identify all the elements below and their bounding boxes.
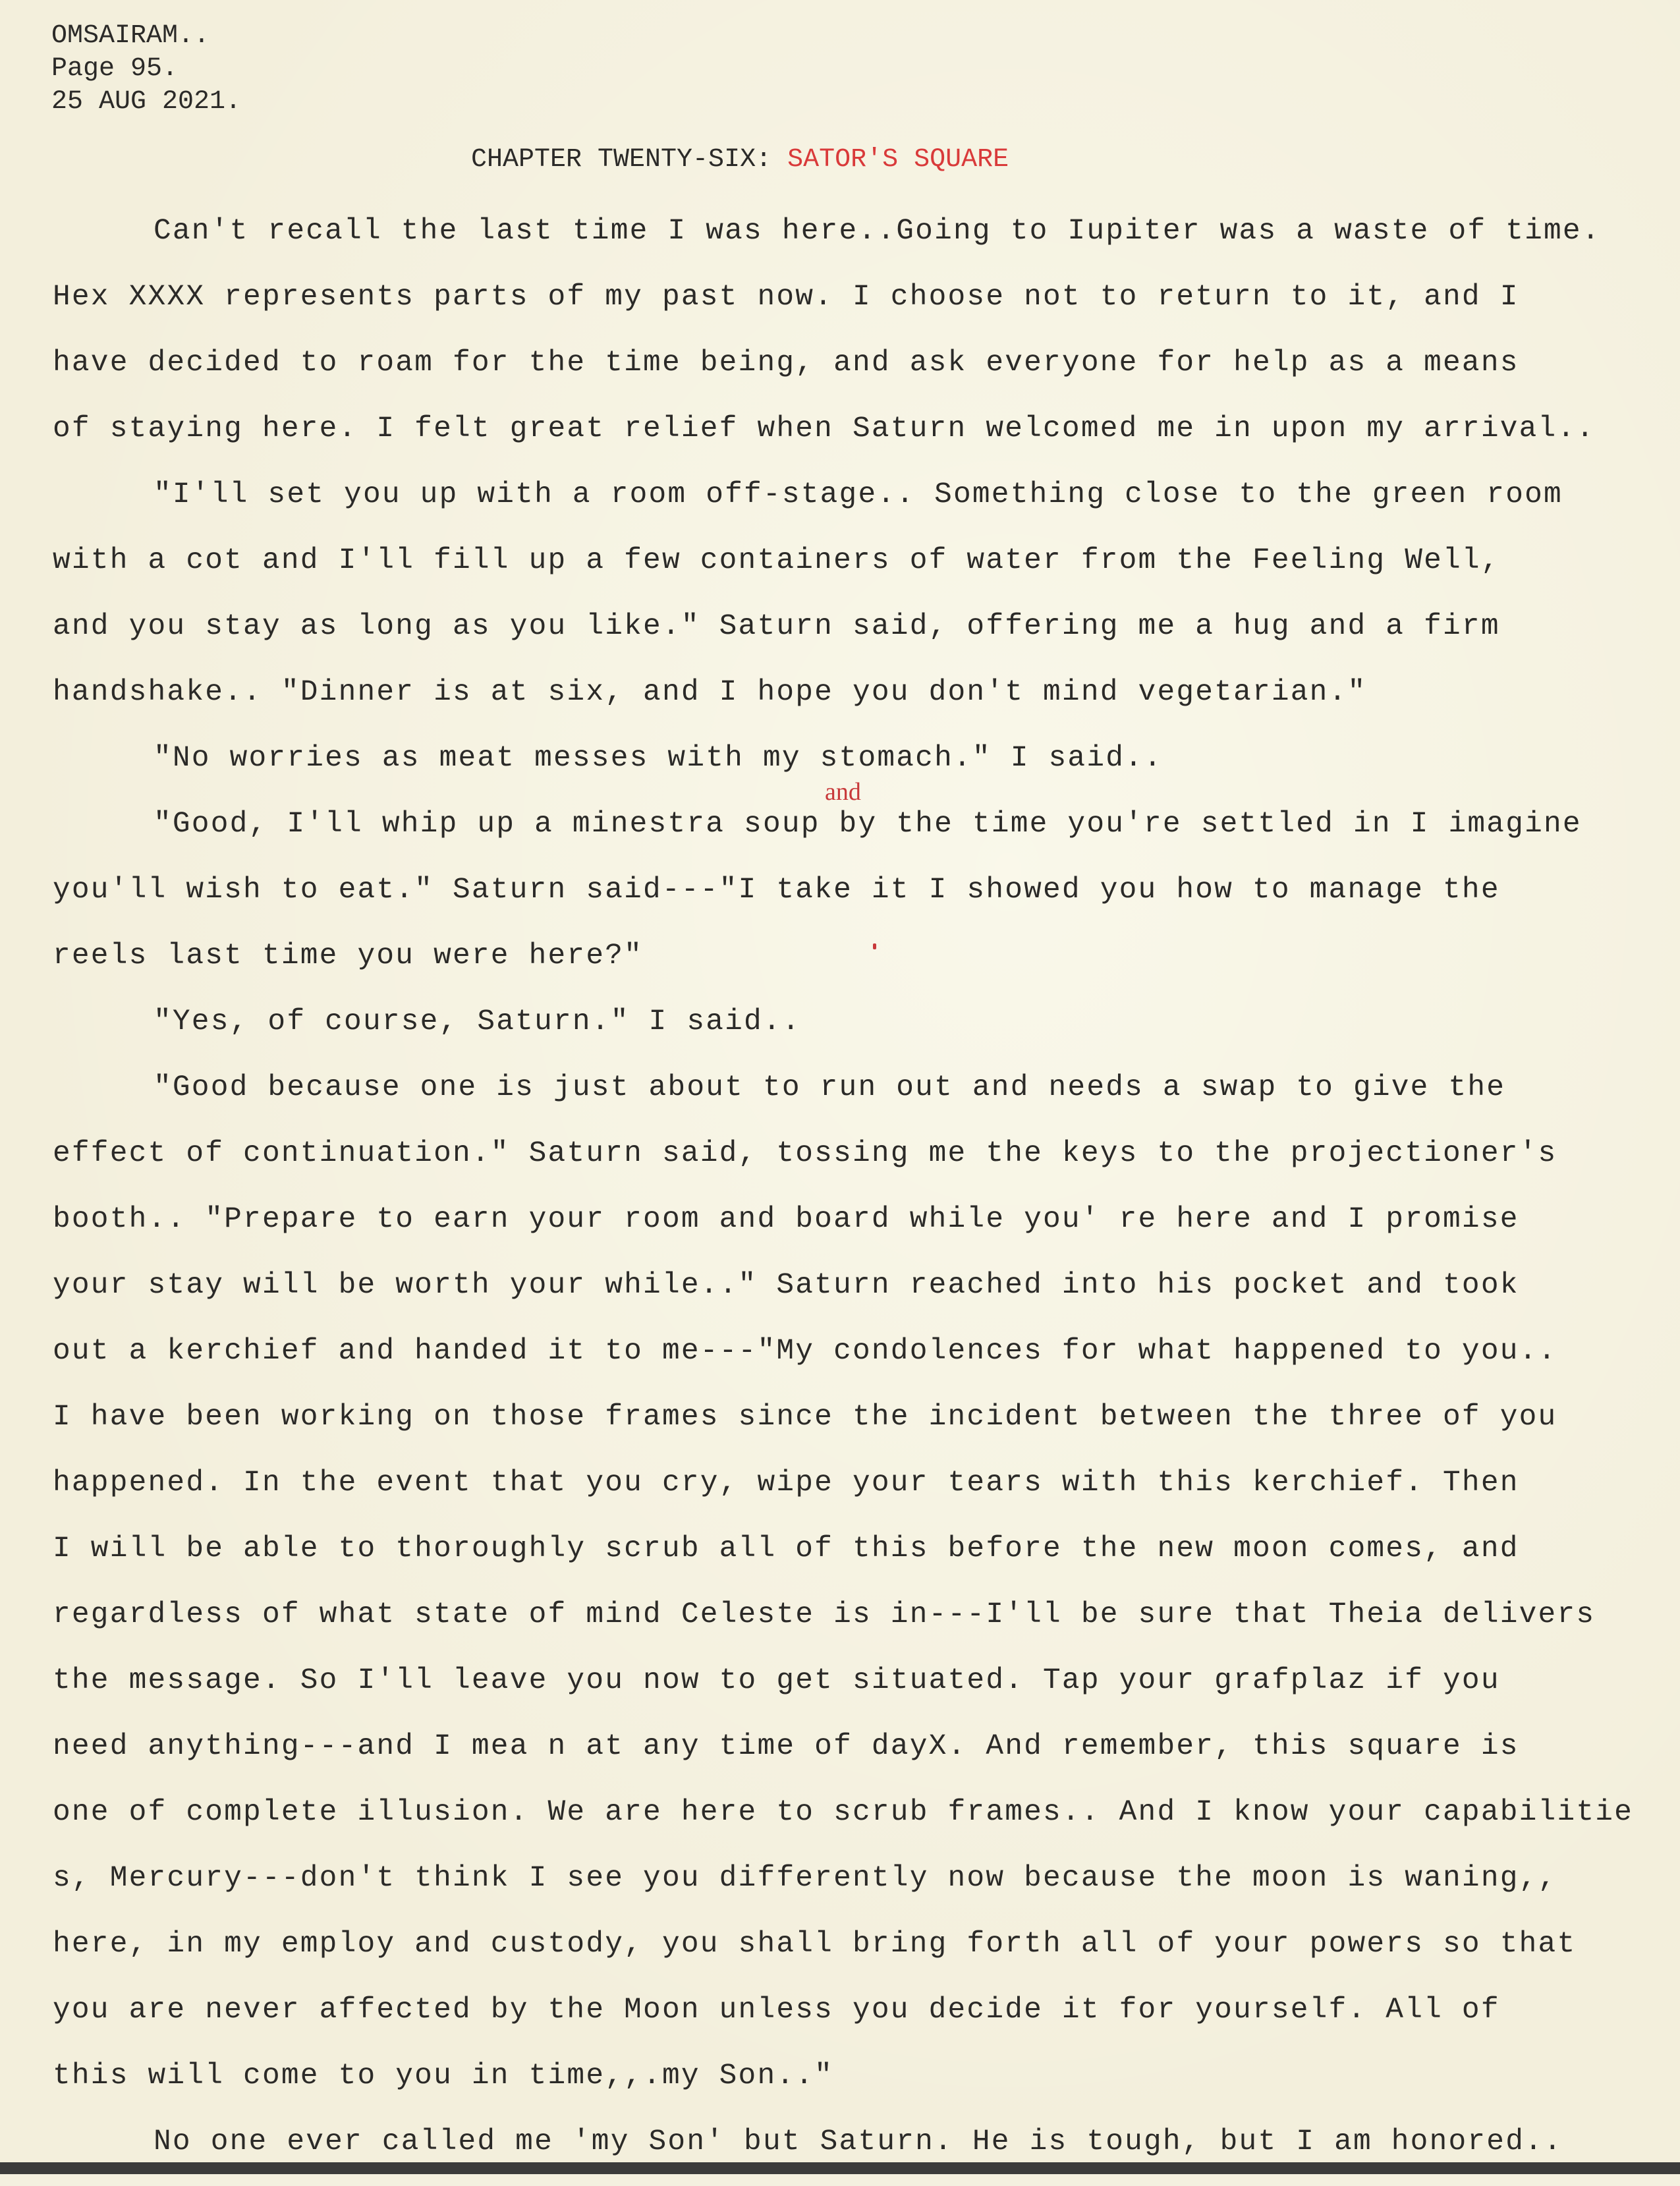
text-line: you'll wish to eat." Saturn said---"I take it I showed you how to manage the [53, 874, 1500, 907]
text-line: s, Mercury---don't think I see you differently now because the moon is waning,, [53, 1862, 1557, 1895]
header-date: 25 AUG 2021. [51, 87, 242, 117]
chapter-prefix: CHAPTER TWENTY-SIX: [471, 145, 772, 175]
handwritten-insertion: and [825, 778, 861, 806]
text-line: Hex XXXX represents parts of my past now. I choose not to return to it, and I [53, 281, 1519, 314]
header-page-number: Page 95. [51, 54, 179, 84]
text-line: No one ever called me 'my Son' but Saturn. He is tough, but I am honored.. [154, 2125, 1563, 2158]
text-line: "I'll set you up with a room off-stage.. Something close to the green room [154, 478, 1563, 511]
text-line: reels last time you were here?" [53, 939, 644, 972]
text-line: "Good, I'll whip up a minestra soup by the time you're settled in I imagine [154, 808, 1582, 841]
text-line: "Yes, of course, Saturn." I said.. [154, 1005, 801, 1038]
text-line: your stay will be worth your while.." Saturn reached into his pocket and took [53, 1269, 1519, 1302]
text-line: happened. In the event that you cry, wipe your tears with this kerchief. Then [53, 1467, 1519, 1499]
page-header [51, 20, 241, 119]
body-text [53, 210, 1647, 2186]
text-line: regardless of what state of mind Celeste is in---I'll be sure that Theia delivers [53, 1598, 1596, 1631]
text-line: effect of continuation." Saturn said, tossing me the keys to the projectioner's [53, 1137, 1557, 1170]
text-line: out a kerchief and handed it to me---"My condolences for what happened to you.. [53, 1335, 1557, 1368]
text-line: one of complete illusion. We are here to scrub frames.. And I know your capabilitie [53, 1796, 1634, 1829]
text-line: here, in my employ and custody, you shall bring forth all of your powers so that [53, 1928, 1577, 1961]
text-line: need anything---and I mea n at any time of dayX. And remember, this square is [53, 1730, 1519, 1763]
chapter-heading [471, 145, 1009, 175]
text-line: "Good because one is just about to run out and needs a swap to give the [154, 1071, 1506, 1104]
scan-bottom-edge [0, 2162, 1680, 2174]
text-line: "No worries as meat messes with my stomach." I said.. [154, 742, 1163, 775]
text-line: the message. So I'll leave you now to get situated. Tap your grafplaz if you [53, 1664, 1500, 1697]
text-line: handshake.. "Dinner is at six, and I hope you don't mind vegetarian." [53, 676, 1367, 709]
header-line-1: OMSAIRAM.. [51, 21, 210, 51]
text-line: have decided to roam for the time being, and ask everyone for help as a means [53, 347, 1519, 379]
chapter-title: SATOR'S SQUARE [787, 145, 1009, 175]
text-line: you are never affected by the Moon unless you decide it for yourself. All of [53, 1994, 1500, 2027]
text-line: this will come to you in time,,.my Son.." [53, 2060, 834, 2092]
text-line: I will be able to thoroughly scrub all of this before the new moon comes, and [53, 1532, 1519, 1565]
text-line: Can't recall the last time I was here..Going to Iupiter was a waste of time. [154, 215, 1601, 248]
text-line: I have been working on those frames since the incident between the three of you [53, 1401, 1557, 1434]
text-line: with a cot and I'll fill up a few containers of water from the Feeling Well, [53, 544, 1500, 577]
text-line: of staying here. I felt great relief when Saturn welcomed me in upon my arrival.. [53, 412, 1596, 445]
text-line: booth.. "Prepare to earn your room and board while you' re here and I promise [53, 1203, 1519, 1236]
text-line: and you stay as long as you like." Saturn said, offering me a hug and a firm [53, 610, 1500, 643]
